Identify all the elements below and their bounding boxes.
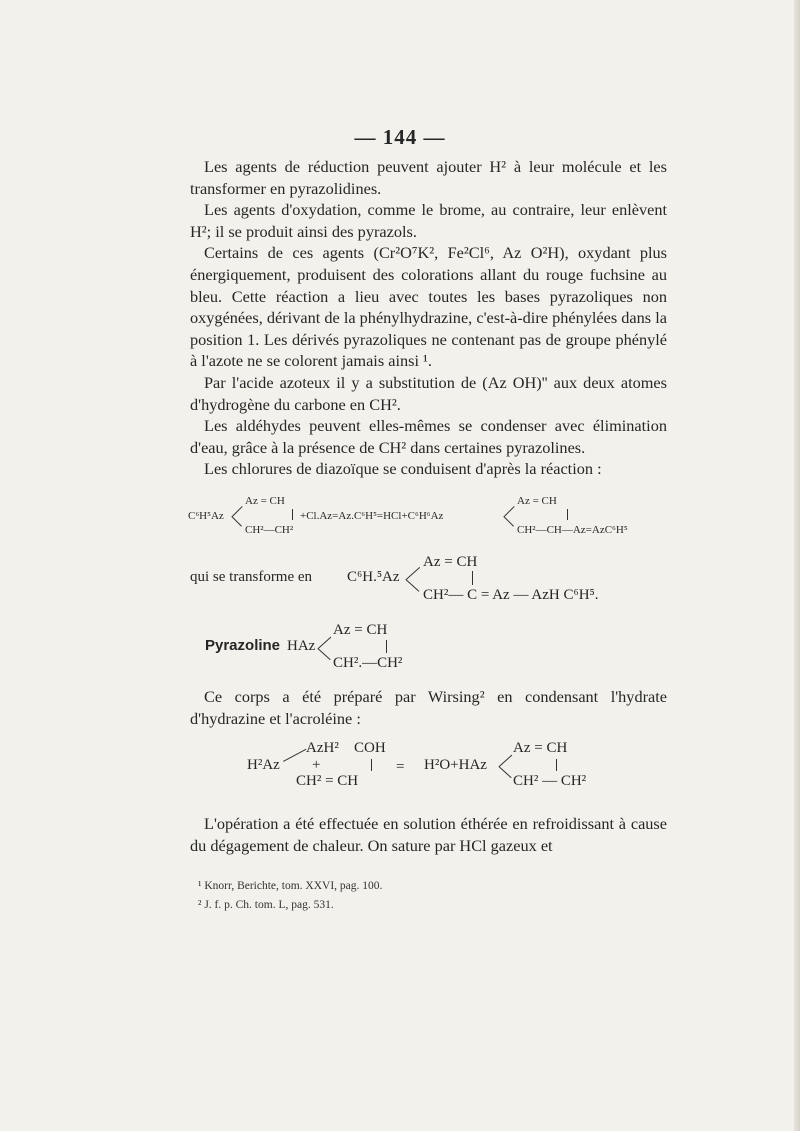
paragraph-operation [190, 813, 667, 856]
paragraph: Les aldéhydes peuvent elles-mêmes se condenser avec élimination d'eau, grâce à la présence de CH² dans certaines pyrazolines. [190, 416, 667, 457]
bond-line [317, 648, 330, 660]
formula-text: C⁶H.⁵Az [347, 569, 400, 585]
bond-line [498, 766, 511, 778]
bond-line [504, 506, 515, 517]
formula-text: Az = CH [517, 495, 557, 507]
bond-line [556, 759, 557, 771]
formula-text: Az = CH [423, 554, 478, 570]
footnotes [198, 877, 382, 915]
page-number: — 144 — [354, 125, 446, 149]
bond-line [371, 759, 372, 771]
formula-text: CH² = CH [296, 773, 359, 789]
bond-line [283, 749, 306, 762]
formula-text: CH² — CH² [513, 773, 587, 789]
paragraph: Ce corps a été préparé par Wirsing² en condensant l'hydrate d'hydrazine et l'acroléine : [190, 687, 667, 728]
formula-text: Az = CH [333, 622, 388, 638]
paragraph-wirsing [190, 686, 667, 729]
bond-line [232, 506, 243, 517]
paragraph: Les agents d'oxydation, comme le brome, au contraire, leur enlèvent H²; il se produit ainsi des pyrazols. [190, 200, 667, 241]
formula-intro: qui se transforme en [190, 569, 313, 585]
formula-label: Pyrazoline [205, 637, 281, 654]
bond-line [499, 755, 512, 767]
formula-text: Az = CH [245, 495, 285, 507]
bond-line [567, 509, 568, 520]
formula-text: CH²—CH² [245, 524, 294, 536]
paragraph: L'opération a été effectuée en solution éthérée en refroidissant à cause du dégagement de chaleur. On sature par HCl gazeux et [190, 814, 667, 855]
bond-line [503, 516, 514, 527]
formula-text: H²Az [247, 757, 280, 773]
formula-text: + [312, 757, 321, 773]
formula-text: CH²—CH—Az=AzC⁶H⁵ [517, 524, 628, 536]
formula-text: C⁶H⁵Az [188, 510, 224, 522]
formula-text: CH².—CH² [333, 655, 403, 671]
page-edge-shadow [794, 0, 800, 1131]
bond-line [231, 516, 242, 527]
paragraph: Les chlorures de diazoïque se conduisent d'après la réaction : [204, 459, 602, 479]
formula-text: COH [354, 740, 386, 756]
bond-line [405, 579, 419, 592]
bond-line [406, 567, 420, 580]
footnote: ¹ Knorr, Berichte, tom. XXVI, pag. 100. [198, 880, 383, 892]
formula-text: HAz [287, 638, 316, 654]
formula-text: H²O+HAz [424, 757, 487, 773]
paragraph: Certains de ces agents (Cr²O⁷K², Fe²Cl⁶, Az O²H), oxydant plus énergiquement, produisent des colorations allant du rouge fuchsine au bleu. Cette réaction a lieu avec toutes les bases pyrazoliques non oxygénées, dérivant de la phénylhydrazine, c'est-à-dire phénylées dans la position 1. Les dérivés pyrazoliques ne contenant pas de groupe phénylé à l'azote ne se colorent jamais ainsi ¹. [190, 243, 667, 371]
formula-text: +Cl.Az=Az.C⁶H⁵=HCl+C⁶H⁶Az [300, 510, 444, 522]
bond-line [386, 640, 387, 653]
formula-text: = [396, 759, 405, 775]
bond-line [472, 571, 473, 585]
bond-line [292, 509, 293, 520]
formula-text: CH²— C = Az — AzH C⁶H⁵. [423, 587, 599, 603]
formula-text: AzH² [306, 740, 339, 756]
formula-text: Az = CH [513, 740, 568, 756]
paragraph: Les agents de réduction peuvent ajouter H² à leur molécule et les transformer en pyrazolidines. [190, 157, 667, 198]
paragraph: Par l'acide azoteux il y a substitution de (Az OH)'' aux deux atomes d'hydrogène du carbone en CH². [190, 372, 667, 414]
bond-line [318, 637, 331, 649]
footnote: ² J. f. p. Ch. tom. L, pag. 531. [198, 899, 334, 911]
body-text [190, 156, 667, 480]
